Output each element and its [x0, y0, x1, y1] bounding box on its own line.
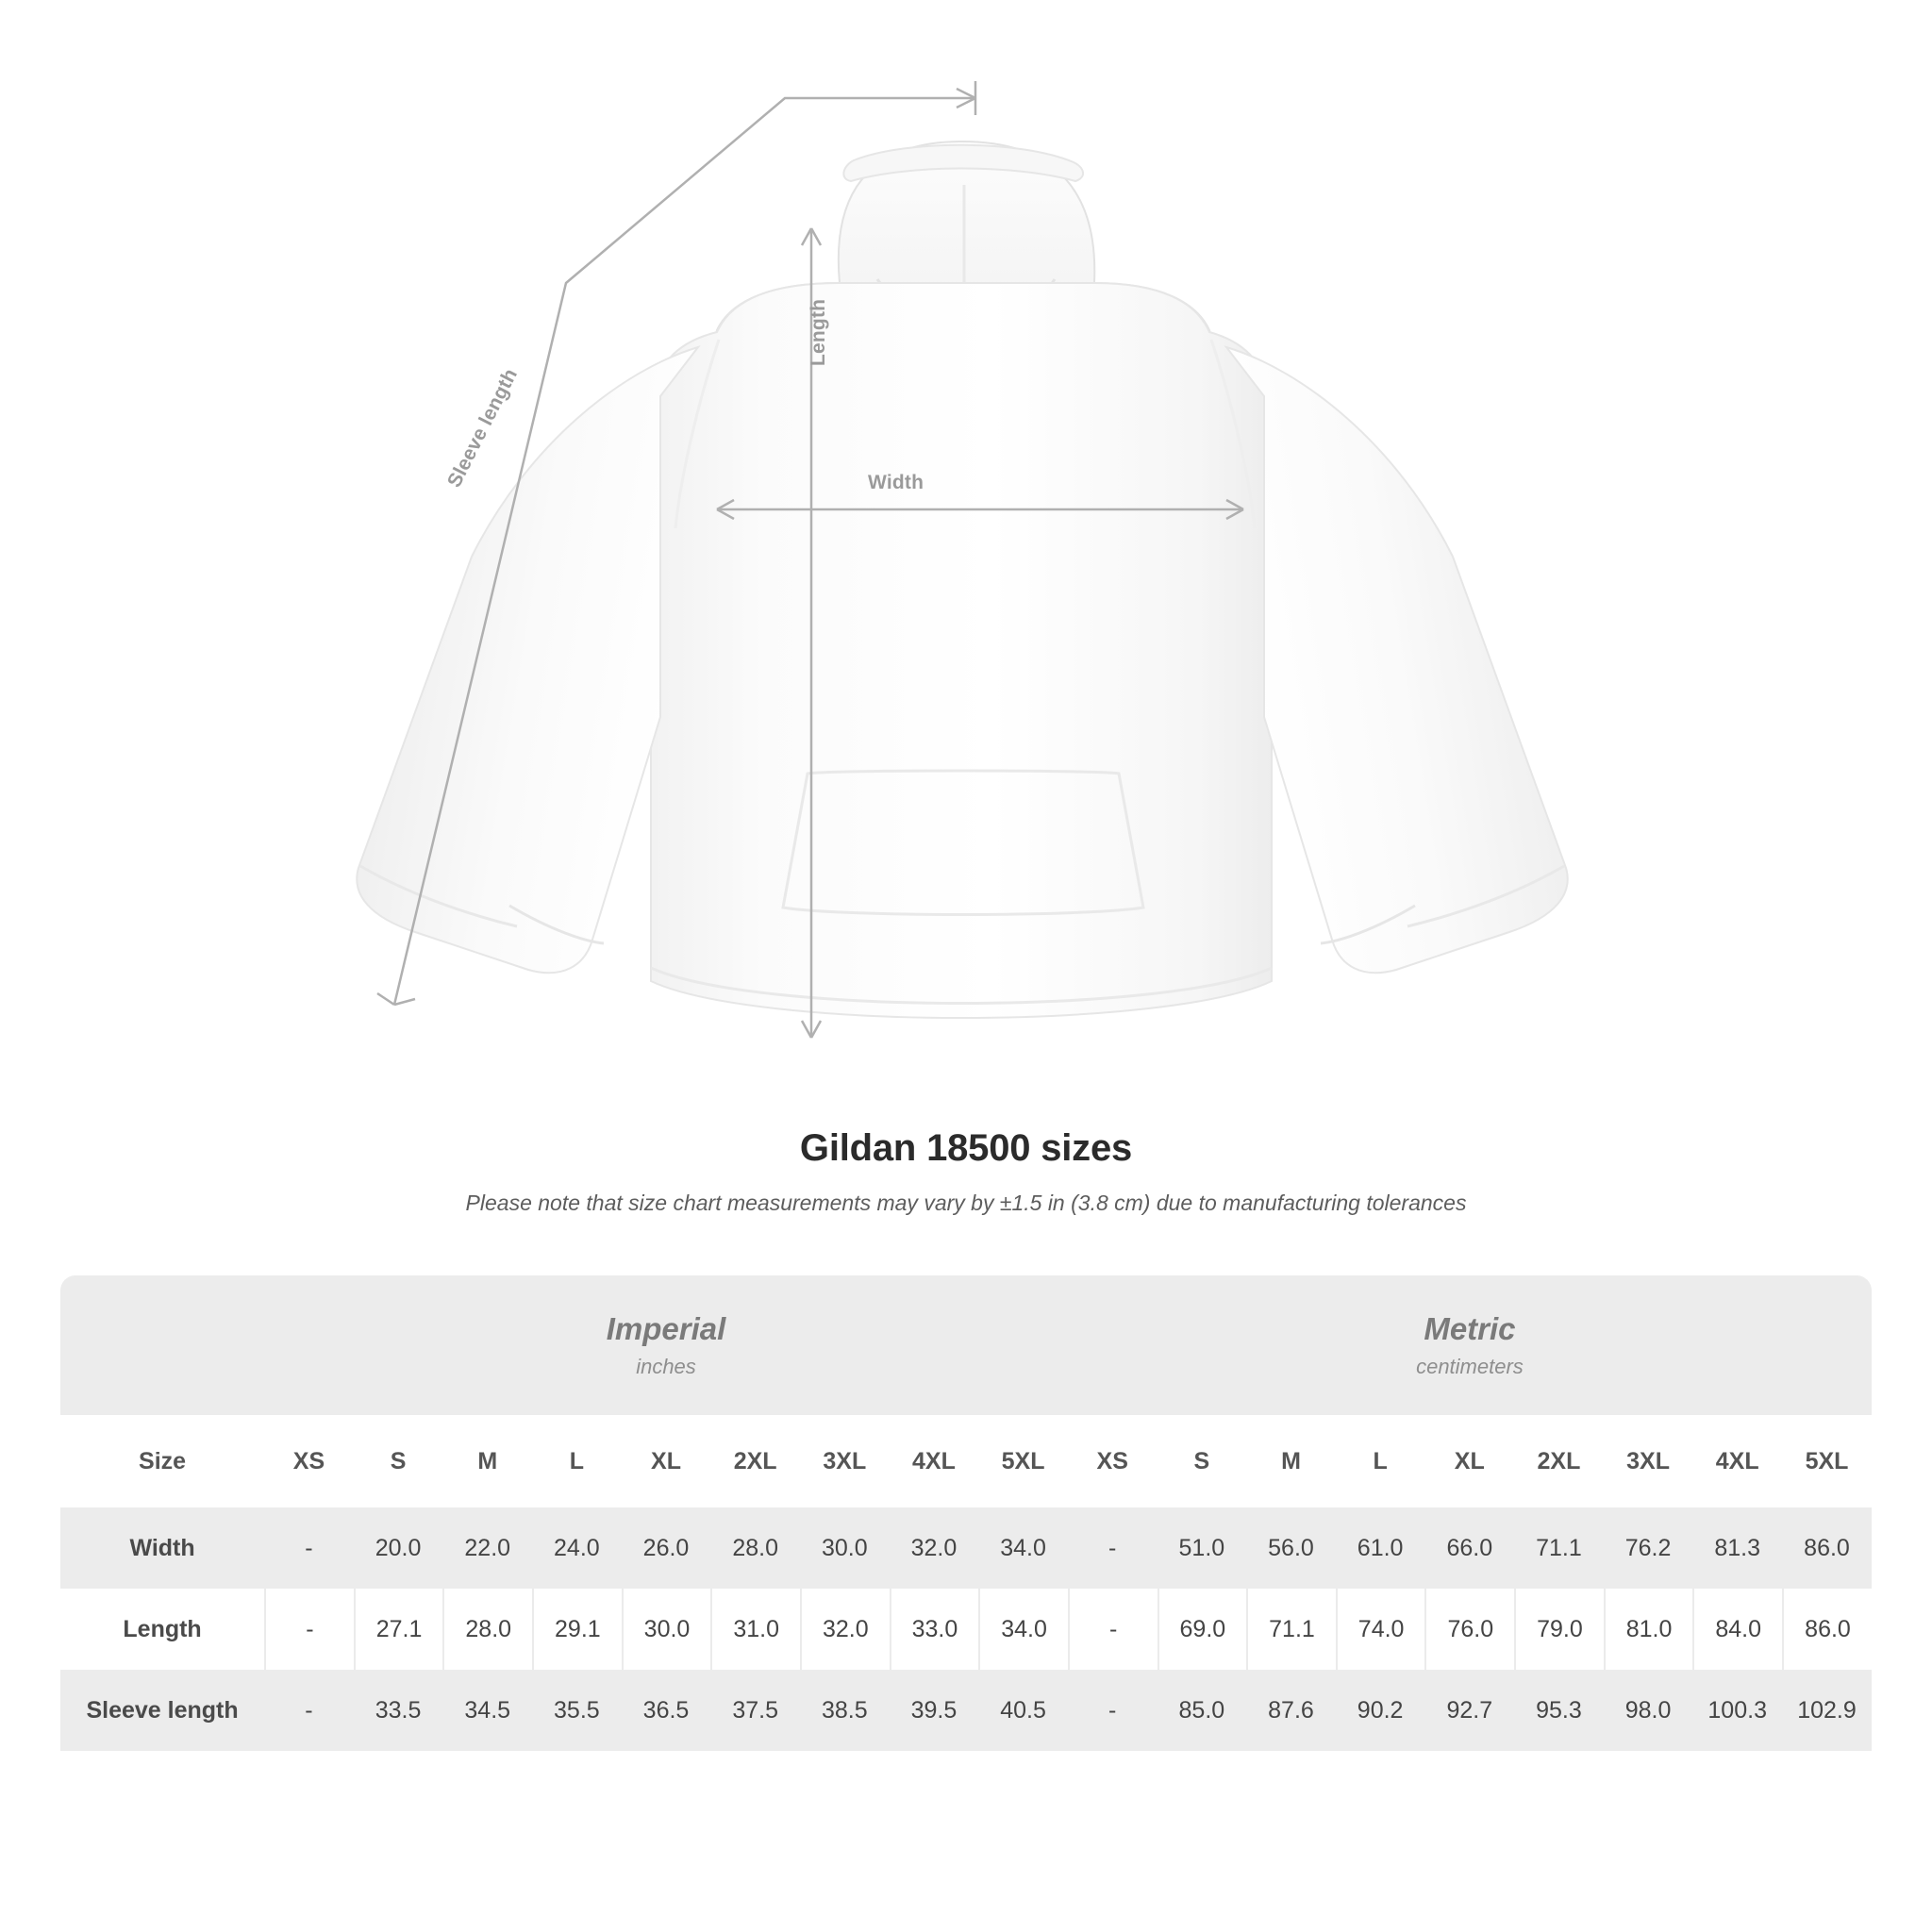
cell-length-met-xs: - [1068, 1589, 1158, 1670]
cell-length-met-l: 74.0 [1336, 1589, 1425, 1670]
metric-header-cell [1068, 1275, 1872, 1415]
cell-length-met-3xl: 81.0 [1604, 1589, 1693, 1670]
cell-sleeve-imp-l: 35.5 [532, 1670, 622, 1751]
cell-width-imp-xs: - [264, 1507, 354, 1589]
metric-unit-label: centimeters [1416, 1354, 1524, 1378]
size-col-imp-5xl: 5XL [978, 1415, 1068, 1507]
cell-sleeve-imp-5xl: 40.5 [978, 1670, 1068, 1751]
cell-length-imp-3xl: 32.0 [800, 1589, 890, 1670]
cell-sleeve-met-xl: 92.7 [1424, 1670, 1514, 1751]
cell-sleeve-met-2xl: 95.3 [1514, 1670, 1604, 1751]
cell-sleeve-imp-s: 33.5 [354, 1670, 443, 1751]
sleeve-length-label: Sleeve length [443, 365, 523, 491]
size-col-met-s: S [1158, 1415, 1247, 1507]
size-col-imp-s: S [354, 1415, 443, 1507]
cell-length-imp-xl: 30.0 [622, 1589, 711, 1670]
cell-width-met-4xl: 81.3 [1692, 1507, 1782, 1589]
cell-sleeve-met-m: 87.6 [1246, 1670, 1336, 1751]
cell-width-met-2xl: 71.1 [1514, 1507, 1604, 1589]
unit-system-row [60, 1275, 1872, 1415]
cell-width-imp-5xl: 34.0 [978, 1507, 1068, 1589]
cell-length-imp-xs: - [264, 1589, 354, 1670]
cell-sleeve-met-3xl: 98.0 [1604, 1670, 1693, 1751]
page-title: Gildan 18500 sizes [799, 1127, 1133, 1169]
cell-sleeve-imp-xs: - [264, 1670, 354, 1751]
table-row [60, 1507, 1872, 1589]
size-col-met-5xl: 5XL [1782, 1415, 1872, 1507]
cell-width-imp-l: 24.0 [532, 1507, 622, 1589]
cell-width-imp-3xl: 30.0 [800, 1507, 890, 1589]
tolerance-note: Please note that size chart measurements may vary by ±1.5 in (3.8 cm) due to manufacturing tolerances [465, 1191, 1467, 1215]
cell-width-met-s: 51.0 [1158, 1507, 1247, 1589]
size-header-row [60, 1415, 1872, 1507]
cell-length-imp-l: 29.1 [532, 1589, 622, 1670]
cell-sleeve-imp-m: 34.5 [442, 1670, 532, 1751]
cell-width-imp-s: 20.0 [354, 1507, 443, 1589]
row-label-width: Width [60, 1507, 264, 1589]
cell-width-imp-m: 22.0 [442, 1507, 532, 1589]
imperial-unit-label: inches [636, 1354, 696, 1378]
cell-length-met-xl: 76.0 [1424, 1589, 1514, 1670]
size-col-met-m: M [1246, 1415, 1336, 1507]
cell-width-met-5xl: 86.0 [1782, 1507, 1872, 1589]
cell-sleeve-imp-3xl: 38.5 [800, 1670, 890, 1751]
cell-width-met-l: 61.0 [1336, 1507, 1425, 1589]
cell-sleeve-met-s: 85.0 [1158, 1670, 1247, 1751]
size-table-wrapper [60, 1275, 1872, 1751]
metric-system-label: Metric [1424, 1311, 1516, 1347]
table-row [60, 1670, 1872, 1751]
length-label: Length [808, 298, 829, 366]
cell-length-met-m: 71.1 [1246, 1589, 1336, 1670]
cell-width-imp-2xl: 28.0 [710, 1507, 800, 1589]
cell-length-met-2xl: 79.0 [1514, 1589, 1604, 1670]
size-col-imp-xl: XL [622, 1415, 711, 1507]
size-col-met-xs: XS [1068, 1415, 1158, 1507]
size-col-met-2xl: 2XL [1514, 1415, 1604, 1507]
cell-width-imp-xl: 26.0 [622, 1507, 711, 1589]
cell-length-imp-s: 27.1 [354, 1589, 443, 1670]
cell-sleeve-imp-2xl: 37.5 [710, 1670, 800, 1751]
cell-width-imp-4xl: 32.0 [890, 1507, 979, 1589]
size-header-cell: Size [60, 1415, 264, 1507]
cell-length-imp-m: 28.0 [442, 1589, 532, 1670]
imperial-system-label: Imperial [606, 1311, 726, 1347]
cell-sleeve-imp-xl: 36.5 [622, 1670, 711, 1751]
imperial-header-cell [264, 1275, 1068, 1415]
size-table [60, 1275, 1872, 1751]
cell-sleeve-imp-4xl: 39.5 [890, 1670, 979, 1751]
cell-sleeve-met-4xl: 100.3 [1692, 1670, 1782, 1751]
cell-width-met-3xl: 76.2 [1604, 1507, 1693, 1589]
cell-width-met-xs: - [1068, 1507, 1158, 1589]
size-col-imp-m: M [442, 1415, 532, 1507]
size-col-imp-2xl: 2XL [710, 1415, 800, 1507]
size-col-met-4xl: 4XL [1692, 1415, 1782, 1507]
cell-length-met-5xl: 86.0 [1782, 1589, 1872, 1670]
cell-sleeve-met-l: 90.2 [1336, 1670, 1425, 1751]
size-col-imp-l: L [532, 1415, 622, 1507]
size-col-met-3xl: 3XL [1604, 1415, 1693, 1507]
cell-length-met-s: 69.0 [1158, 1589, 1247, 1670]
cell-sleeve-met-5xl: 102.9 [1782, 1670, 1872, 1751]
size-col-imp-3xl: 3XL [800, 1415, 890, 1507]
size-col-met-xl: XL [1424, 1415, 1514, 1507]
cell-length-imp-2xl: 31.0 [710, 1589, 800, 1670]
cell-sleeve-met-xs: - [1068, 1670, 1158, 1751]
cell-length-imp-5xl: 34.0 [978, 1589, 1068, 1670]
right-sleeve [1226, 347, 1568, 973]
row-label-sleeve-length: Sleeve length [60, 1670, 264, 1751]
size-col-imp-4xl: 4XL [890, 1415, 979, 1507]
unit-spacer-cell [60, 1275, 264, 1415]
table-row [60, 1589, 1872, 1670]
cell-width-met-xl: 66.0 [1424, 1507, 1514, 1589]
cell-width-met-m: 56.0 [1246, 1507, 1336, 1589]
size-col-imp-xs: XS [264, 1415, 354, 1507]
title-block [0, 1127, 1932, 1216]
width-label: Width [868, 472, 924, 493]
row-label-length: Length [60, 1589, 264, 1670]
cell-length-imp-4xl: 33.0 [890, 1589, 979, 1670]
hoodie-body [651, 283, 1272, 1018]
size-col-met-l: L [1336, 1415, 1425, 1507]
cell-length-met-4xl: 84.0 [1692, 1589, 1782, 1670]
